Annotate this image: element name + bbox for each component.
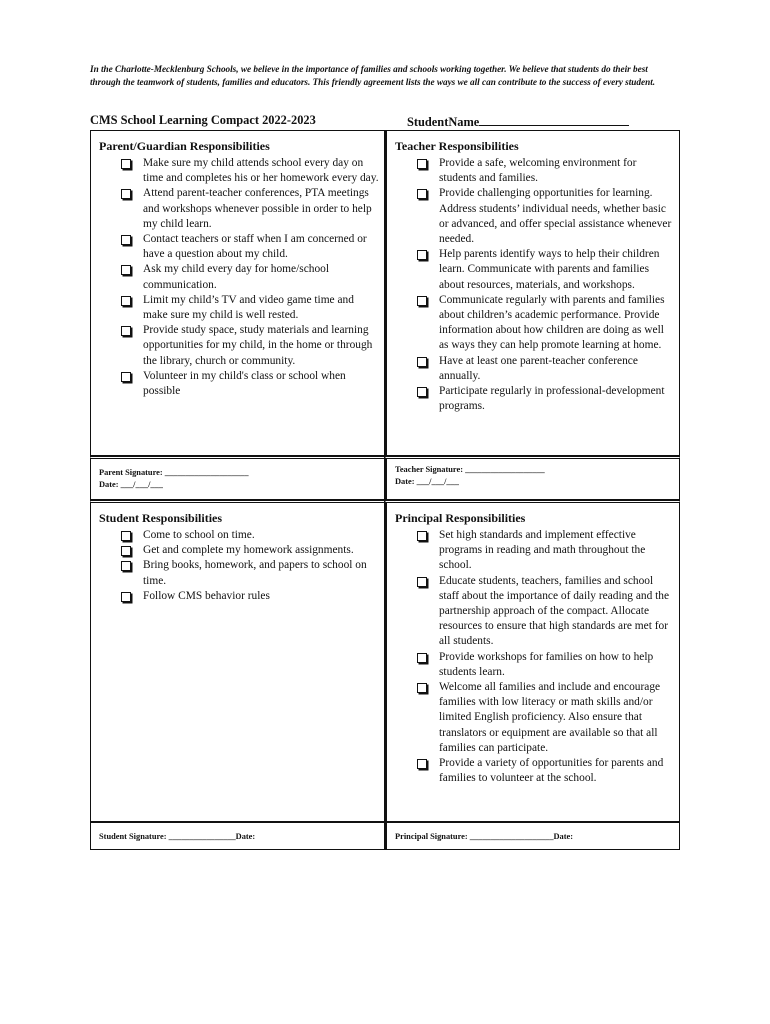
title-row: [90, 113, 680, 131]
principal-signature-box[interactable]: [384, 822, 680, 850]
checkbox-icon[interactable]: [417, 653, 427, 663]
checkbox-icon[interactable]: [121, 592, 131, 602]
responsibility-item: [121, 156, 379, 186]
responsibility-item: [417, 156, 673, 186]
responsibility-text: Contact teachers or staff when I am concerned or have a question about my child.: [143, 233, 367, 261]
checkbox-icon[interactable]: [121, 265, 131, 275]
checkbox-icon[interactable]: [417, 250, 427, 260]
responsibility-text: Provide study space, study materials and learning opportunities for my child, in the home or through the library, church or community.: [143, 324, 373, 367]
responsibility-text: Participate regularly in professional-development programs.: [439, 385, 665, 413]
student-name-line[interactable]: [479, 113, 629, 126]
parent-list: [91, 156, 385, 399]
parent-heading: Parent/Guardian Responsibilities: [99, 139, 270, 153]
responsibility-text: Attend parent-teacher conferences, PTA meetings and workshops whenever possible in order to help my child learn.: [143, 187, 372, 230]
checkbox-icon[interactable]: [417, 531, 427, 541]
responsibility-item: [417, 574, 673, 650]
responsibility-item: [417, 680, 673, 756]
responsibility-text: Get and complete my homework assignments.: [143, 544, 354, 557]
checkbox-icon[interactable]: [417, 577, 427, 587]
responsibility-item: [121, 528, 379, 543]
teacher-signature-box[interactable]: [384, 456, 680, 500]
intro-paragraph: In the Charlotte-Mecklenburg Schools, we believe in the importance of families and schools working together. We believe that students do their best through the teamwork of students, families and educators. This friendly agreement lists the ways we all can contribute to the success of every student.: [90, 64, 656, 88]
responsibility-text: Provide challenging opportunities for learning. Address students’ individual needs, whether basic or advanced, and offer special assistance whenever needed.: [439, 187, 672, 246]
checkbox-icon[interactable]: [121, 531, 131, 541]
responsibility-text: Educate students, teachers, families and school staff about the importance of daily reading and the partnership approach of the compact. Allocate resources to ensure that high standards are met for all students.: [439, 574, 670, 648]
responsibility-item: [121, 589, 379, 604]
checkbox-icon[interactable]: [417, 159, 427, 169]
compact-grid: [90, 130, 680, 850]
responsibility-item: [417, 384, 673, 414]
checkbox-icon[interactable]: [121, 326, 131, 336]
parent-date-line[interactable]: Date: ___/___/___: [99, 480, 163, 489]
responsibility-item: [121, 543, 379, 558]
responsibility-text: Provide a variety of opportunities for parents and families to volunteer at the school.: [439, 757, 664, 785]
responsibility-text: Make sure my child attends school every day on time and completes his or her homework every day.: [143, 157, 379, 185]
student-name-label: StudentName: [407, 115, 480, 129]
parent-signature-box[interactable]: [90, 456, 386, 500]
responsibility-item: [121, 558, 379, 588]
checkbox-icon[interactable]: [121, 296, 131, 306]
responsibility-text: Come to school on time.: [143, 529, 255, 541]
checkbox-icon[interactable]: [121, 235, 131, 245]
responsibility-text: Provide workshops for families on how to help students learn.: [439, 650, 654, 678]
checkbox-icon[interactable]: [417, 189, 427, 199]
responsibility-text: Set high standards and implement effective programs in reading and math throughout the school.: [439, 529, 646, 572]
checkbox-icon[interactable]: [417, 759, 427, 769]
checkbox-icon[interactable]: [417, 683, 427, 693]
checkbox-icon[interactable]: [121, 159, 131, 169]
principal-section: [384, 500, 680, 822]
responsibility-item: [121, 186, 379, 232]
page-title: CMS School Learning Compact 2022-2023: [90, 113, 316, 127]
responsibility-item: [417, 186, 673, 247]
teacher-signature-line[interactable]: Teacher Signature: ___________________: [395, 465, 545, 474]
responsibility-item: [121, 323, 379, 369]
checkbox-icon[interactable]: [121, 546, 131, 556]
responsibility-text: Provide a safe, welcoming environment for students and families.: [439, 157, 637, 185]
responsibility-text: Help parents identify ways to help their children learn. Communicate with parents and families about resources, materials, and workshops.: [439, 248, 660, 291]
responsibility-text: Volunteer in my child's class or school when possible: [143, 369, 346, 398]
checkbox-icon[interactable]: [417, 357, 427, 367]
student-section: [90, 500, 386, 822]
teacher-section: [384, 130, 680, 456]
parent-section: [90, 130, 386, 456]
principal-list: [387, 528, 679, 786]
parent-signature-line[interactable]: Parent Signature: ____________________: [99, 468, 249, 477]
responsibility-item: [417, 528, 673, 574]
responsibility-text: Welcome all families and include and encourage families with low literacy or math skills and/or limited English proficiency. Also ensure that translators or equipment are available so that all families can participate.: [439, 681, 661, 754]
teacher-heading: Teacher Responsibilities: [395, 139, 519, 153]
checkbox-icon[interactable]: [417, 296, 427, 306]
responsibility-text: Communicate regularly with parents and families about children’s academic performance. Provide information about how children are doing as well as ways they can help promote learning at home.: [439, 293, 665, 352]
student-name-field[interactable]: [407, 113, 629, 130]
responsibility-item: [121, 369, 379, 399]
responsibility-item: [417, 650, 673, 680]
responsibility-item: [417, 354, 673, 384]
student-list: [91, 528, 385, 604]
checkbox-icon[interactable]: [417, 387, 427, 397]
responsibility-text: Ask my child every day for home/school communication.: [143, 263, 330, 291]
teacher-list: [387, 156, 679, 414]
responsibility-item: [121, 293, 379, 323]
student-heading: Student Responsibilities: [99, 511, 223, 525]
teacher-date-line[interactable]: Date: ___/___/___: [395, 477, 459, 486]
checkbox-icon[interactable]: [121, 561, 131, 571]
principal-signature-line[interactable]: Principal Signature: ____________________Date:: [395, 832, 574, 841]
principal-heading: Principal Responsibilities: [395, 511, 526, 525]
responsibility-text: Have at least one parent-teacher conference annually.: [439, 354, 638, 382]
responsibility-item: [121, 262, 379, 292]
responsibility-text: Follow CMS behavior rules: [143, 589, 270, 602]
responsibility-item: [417, 756, 673, 786]
checkbox-icon[interactable]: [121, 372, 131, 382]
checkbox-icon[interactable]: [121, 189, 131, 199]
student-signature-line[interactable]: Student Signature: ________________Date:: [99, 832, 256, 841]
responsibility-item: [417, 293, 673, 354]
responsibility-text: Limit my child’s TV and video game time and make sure my child is well rested.: [143, 293, 354, 322]
responsibility-text: Bring books, homework, and papers to school on time.: [143, 559, 367, 587]
responsibility-item: [121, 232, 379, 262]
student-signature-box[interactable]: [90, 822, 386, 850]
responsibility-item: [417, 247, 673, 293]
